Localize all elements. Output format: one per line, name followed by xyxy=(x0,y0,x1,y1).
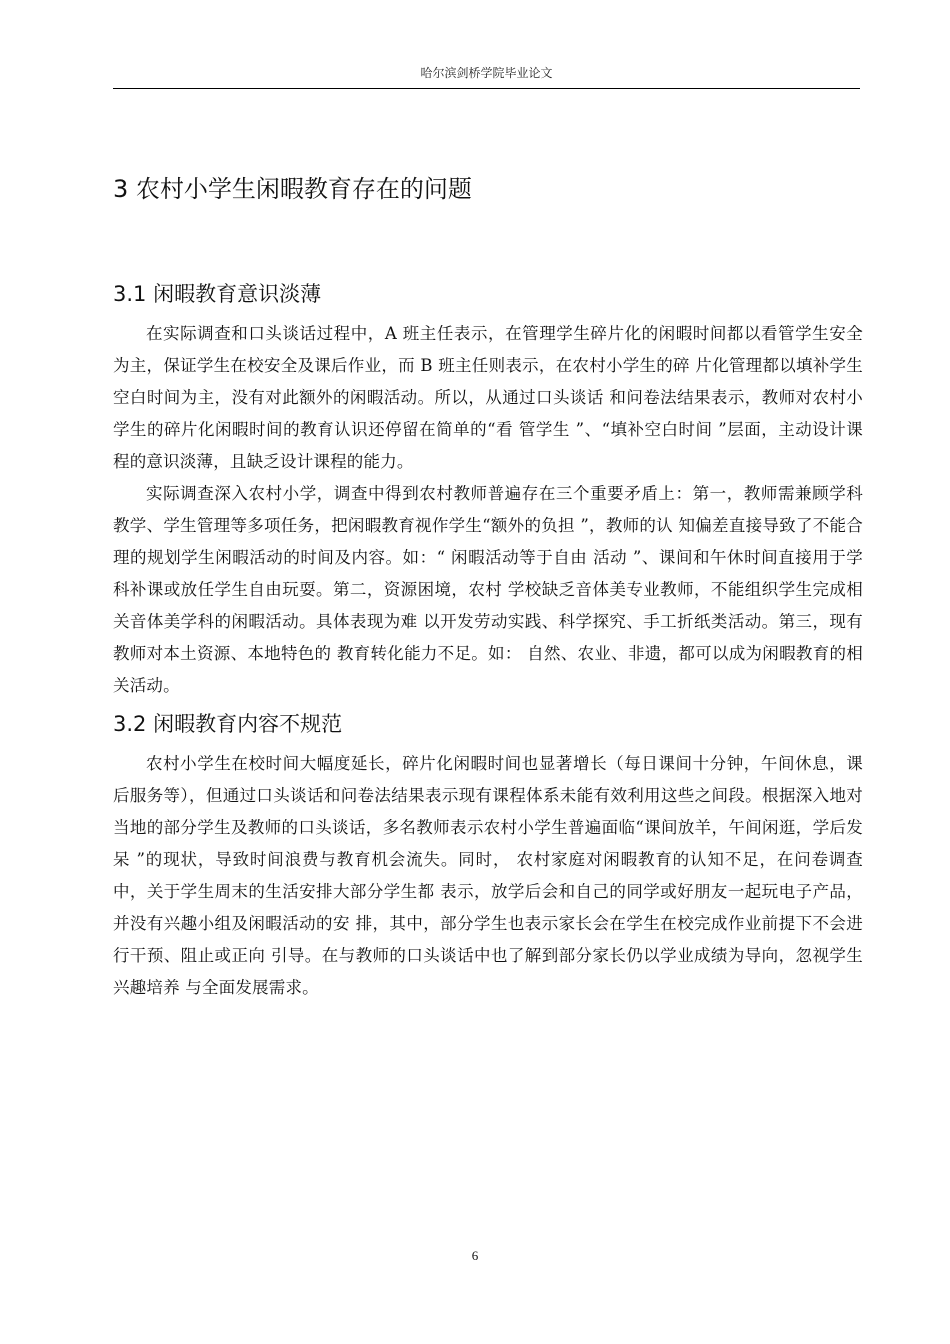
section-3-2-paragraph-1: 农村小学生在校时间大幅度延长，碎片化闲暇时间也显著增长（每日课间十分钟，午间休息，课后服务等），但通过口头谈话和问卷法结果表示现有课程体系未能有效利用这些之间段。根据深入地对当地的部分学生及教师的口头谈话，多名教师表示农村小学生普遍面临“课间放羊，午间闲逛，学后发呆 ”的现状，导致时间浪费与教育机会流失。同时， 农村家庭对闲暇教育的认知不足，在问卷调查中，关于学生周末的生活安排大部分学生都 表示，放学后会和自己的同学或好朋友一起玩电子产品，并没有兴趣小组及闲暇活动的安 排，其中，部分学生也表示家长会在学生在校完成作业前提下不会进行干预、阻止或正向 引导。在与教师的口头谈话中也了解到部分家长仍以学业成绩为导向，忽视学生兴趣培养 与全面发展需求。 xyxy=(113,754,863,997)
section-title-3-2: 3.2 闲暇教育内容不规范 xyxy=(113,712,343,736)
page-number: 6 xyxy=(471,1248,479,1263)
document-body xyxy=(113,168,863,1004)
section-3-1-paragraph-1: 在实际调查和口头谈话过程中，A 班主任表示，在管理学生碎片化的闲暇时间都以看管学生安全为主，保证学生在校安全及课后作业，而 B 班主任则表示，在农村小学生的碎 片化管理都以填补学生空白时间为主，没有对此额外的闲暇活动。所以，从通过口头谈话 和问卷法结果表示，教师对农村小学生的碎片化闲暇时间的教育认识还停留在简单的“看 管学生 ”、“填补空白时间 ”层面，主动设计课程的意识淡薄，且缺乏设计课程的能力。 xyxy=(113,324,863,471)
section-title-3-1: 3.1 闲暇教育意识淡薄 xyxy=(113,282,322,306)
section-3-1-paragraph-2: 实际调查深入农村小学，调查中得到农村教师普遍存在三个重要矛盾上：第一，教师需兼顾学科教学、学生管理等多项任务，把闲暇教育视作学生“额外的负担 ”，教师的认 知偏差直接导致了不能合理的规划学生闲暇活动的时间及内容。如：“ 闲暇活动等于自由 活动 ”、课间和午休时间直接用于学科补课或放任学生自由玩耍。第二，资源困境，农村 学校缺乏音体美专业教师，不能组织学生完成相关音体美学科的闲暇活动。具体表现为难 以开发劳动实践、科学探究、手工折纸类活动。第三，现有教师对本土资源、本地特色的 教育转化能力不足。如： 自然、农业、非遗，都可以成为闲暇教育的相关活动。 xyxy=(113,484,863,695)
chapter-title: 3 农村小学生闲暇教育存在的问题 xyxy=(113,175,472,203)
page-header: 哈尔滨剑桥学院毕业论文 xyxy=(113,58,860,89)
